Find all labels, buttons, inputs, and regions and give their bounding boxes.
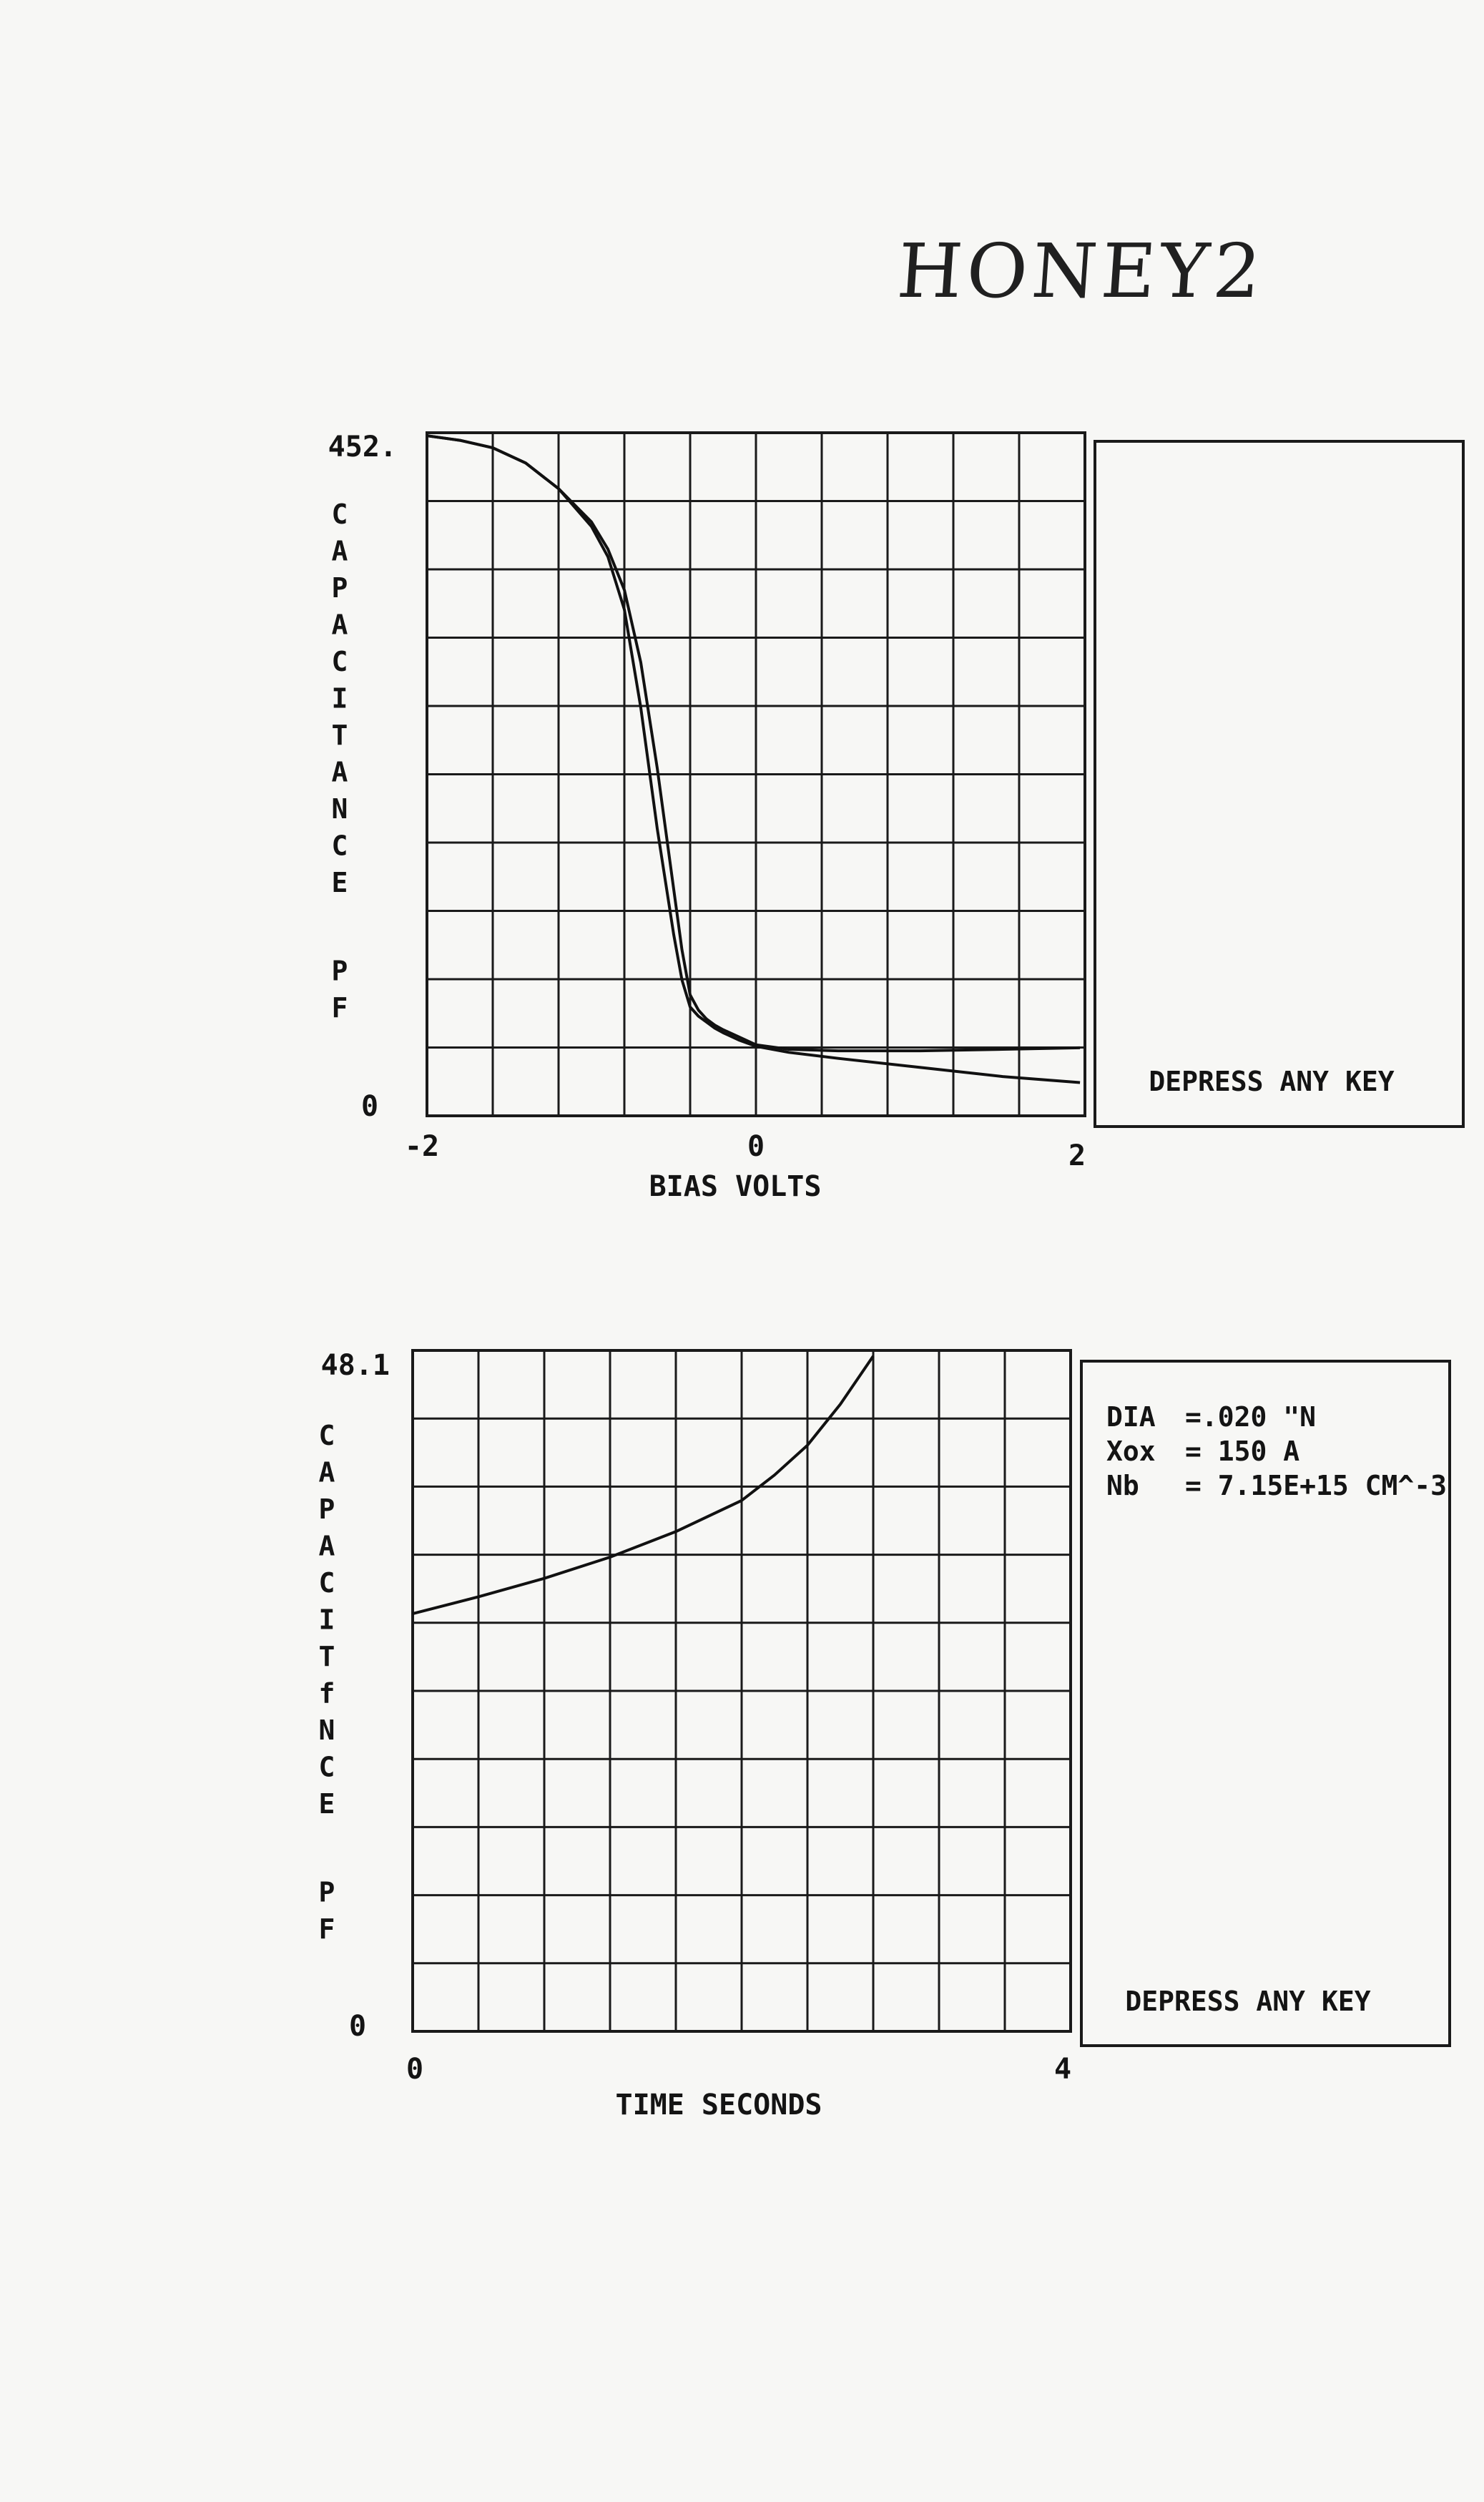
y-axis-label-letter: T [331, 720, 348, 751]
ct-x-axis-label: TIME SECONDS [615, 2089, 822, 2121]
cv-x-tick-left: -2 [404, 1130, 440, 1163]
cv-chart [328, 431, 1463, 1203]
y-axis-label-letter: N [318, 1714, 335, 1746]
cv-series [427, 436, 1080, 1082]
ct-param-name-dia: DIA [1106, 1401, 1156, 1433]
ct-x-tick-right: 4 [1053, 2053, 1072, 2086]
y-axis-label-letter: T [318, 1641, 335, 1672]
y-axis-label-letter: A [331, 535, 348, 567]
cv-depress-any-key: DEPRESS ANY KEY [1149, 1066, 1395, 1097]
y-axis-label-letter: A [318, 1530, 335, 1562]
ct-param-value-nb: = 7.15E+15 CM^-3 [1185, 1470, 1448, 1501]
cv-y-tick-max: 452. [328, 431, 397, 463]
cv-side-panel [1095, 441, 1463, 1127]
c1-series-line-1 [427, 436, 1080, 1051]
y-axis-label-letter: C [318, 1567, 335, 1599]
y-axis-label-letter: P [331, 955, 348, 987]
cv-y-tick-min: 0 [360, 1090, 379, 1123]
y-axis-label-letter: C [331, 646, 348, 677]
y-axis-label-letter: E [331, 867, 348, 898]
ct-grid [413, 1350, 1071, 2031]
handwritten-note: HONEY2 [894, 227, 1268, 315]
cv-x-tick-mid: 0 [747, 1130, 765, 1163]
ct-param-value-xox: = 150 A [1185, 1436, 1300, 1467]
cv-grid [427, 433, 1085, 1116]
y-axis-label-letter: C [331, 499, 348, 530]
ct-y-tick-max: 48.1 [320, 1349, 390, 1382]
y-axis-label-letter: C [331, 830, 348, 862]
ct-x-tick-left: 0 [406, 2053, 424, 2086]
c2-series-line-1 [413, 1356, 873, 1614]
y-axis-label-letter: P [318, 1876, 335, 1908]
y-axis-label-letter: A [318, 1456, 335, 1488]
ct-y-axis-label [319, 1420, 335, 1945]
y-axis-label-letter: I [331, 682, 348, 715]
y-axis-label-letter: F [331, 992, 348, 1024]
ct-depress-any-key: DEPRESS ANY KEY [1125, 1986, 1371, 2017]
y-axis-label-letter: f [318, 1677, 335, 1709]
y-axis-label-letter: A [331, 609, 348, 641]
y-axis-label-letter: P [318, 1493, 335, 1525]
ct-param-name-xox: Xox [1106, 1436, 1156, 1467]
y-axis-label-letter: F [318, 1913, 335, 1946]
y-axis-label-letter: C [318, 1420, 335, 1451]
y-axis-label-letter: A [331, 756, 348, 788]
ct-series [413, 1356, 873, 1614]
y-axis-label-letter: C [318, 1751, 335, 1783]
ct-y-tick-min: 0 [348, 2010, 367, 2043]
c1-series-line-2 [427, 436, 1080, 1082]
ct-chart [319, 1349, 1450, 2121]
y-axis-label-letter: P [331, 572, 348, 604]
cv-x-axis-label: BIAS VOLTS [649, 1170, 822, 1203]
y-axis-label-letter: N [331, 793, 348, 825]
ct-param-value-dia: =.020 "N [1185, 1401, 1317, 1433]
y-axis-label-letter: I [318, 1604, 335, 1636]
ct-param-name-nb: Nb [1106, 1470, 1139, 1501]
y-axis-label-letter: E [318, 1788, 335, 1820]
cv-y-axis-label [332, 499, 348, 1024]
cv-x-tick-right: 2 [1068, 1139, 1086, 1172]
